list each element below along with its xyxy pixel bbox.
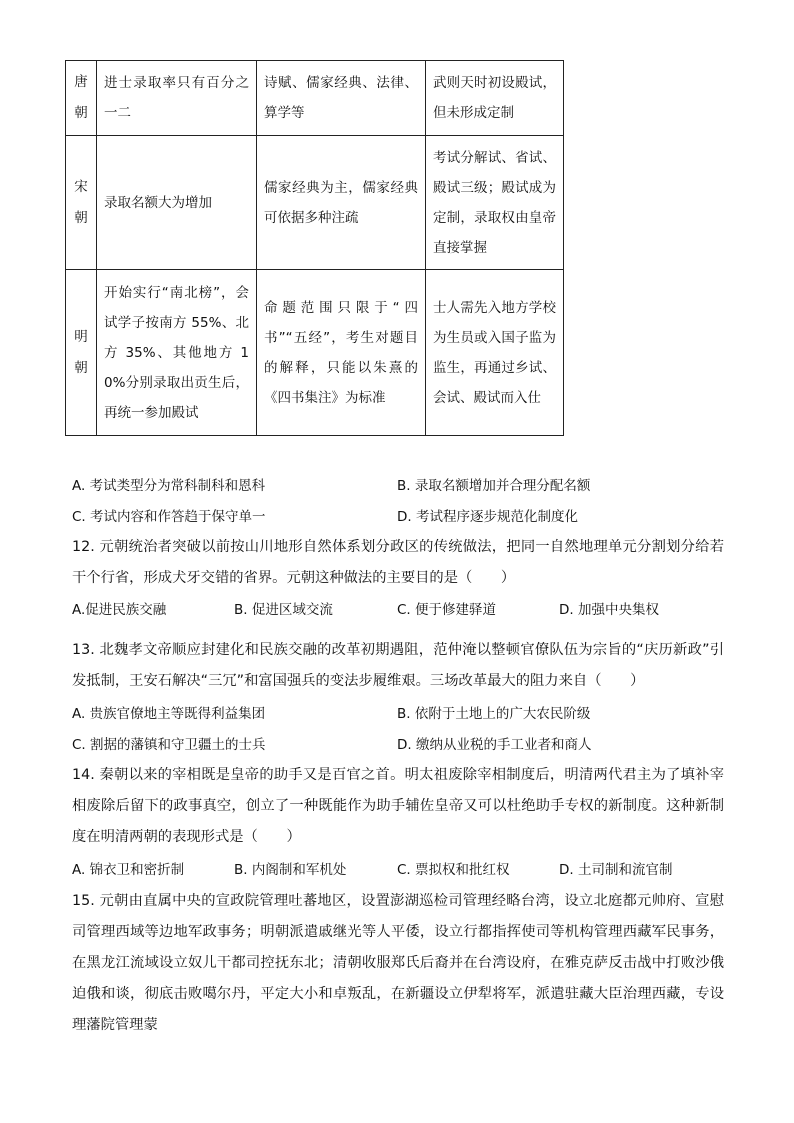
table-cell: 儒家经典为主，儒家经典可依据多种注疏	[257, 136, 426, 270]
q13-option-b[interactable]: B. 依附于土地上的广大农民阶级	[397, 706, 591, 722]
q13-option-c[interactable]: C. 割据的藩镇和守卫疆土的士兵	[72, 737, 266, 753]
table-cell: 士人需先入地方学校为生员或入国子监为监生，再通过乡试、会试、殿试而入仕	[426, 270, 564, 436]
q15-stem: 15. 元朝由直属中央的宣政院管理吐蕃地区，设置澎湖巡检司管理经略台湾，设立北庭都元帅府、宣慰司管理西域等边地军政事务；明朝派遣戚继光等人平倭，设立行都指挥使司等机构管理西藏军民事务，在黑龙江流域设立奴儿干都司控抚东北；清朝收服郑氏后裔并在台湾设府，在雅克萨反击战中打败沙俄迫俄和谈，彻底击败噶尔丹，平定大小和卓叛乱，在新疆设立伊犁将军，派遣驻藏大臣治理西藏，专设理藩院管理蒙	[72, 893, 724, 1033]
q12-option-c[interactable]: C. 便于修建驿道	[397, 602, 497, 618]
q12-option-b[interactable]: B. 促进区域交流	[234, 602, 333, 618]
table-cell: 武则天时初设殿试，但未形成定制	[426, 61, 564, 136]
q11-option-a[interactable]: A. 考试类型分为常科制科和恩科	[72, 478, 266, 494]
q11-option-d[interactable]: D. 考试程序逐步规范化制度化	[397, 509, 578, 525]
table-cell: 录取名额大为增加	[97, 136, 257, 270]
q14-option-b[interactable]: B. 内阁制和军机处	[234, 862, 347, 878]
table-cell: 命题范围只限于“四书”“五经”，考生对题目的解释，只能以朱熹的《四书集注》为标准	[257, 270, 426, 436]
table-cell: 诗赋、儒家经典、法律、算学等	[257, 61, 426, 136]
table-cell: 考试分解试、省试、殿试三级；殿试成为定制，录取权由皇帝直接掌握	[426, 136, 564, 270]
q12-option-d[interactable]: D. 加强中央集权	[559, 602, 659, 618]
q11-option-c[interactable]: C. 考试内容和作答趋于保守单一	[72, 509, 266, 525]
q14-option-d[interactable]: D. 土司制和流官制	[559, 862, 673, 878]
q14-option-a[interactable]: A. 锦衣卫和密折制	[72, 862, 185, 878]
q14-option-c[interactable]: C. 票拟权和批红权	[397, 862, 510, 878]
q13-option-a[interactable]: A. 贵族官僚地主等既得利益集团	[72, 706, 266, 722]
q12-stem: 12. 元朝统治者突破以前按山川地形自然体系划分政区的传统做法，把同一自然地理单元分割划分给若干个行省，形成犬牙交错的省界。元朝这种做法的主要目的是（ ）	[72, 539, 724, 586]
table-cell: 开始实行“南北榜”，会试学子按南方 55%、北方 35%、其他地方 10%分别录取出贡生后，再统一参加殿试	[97, 270, 257, 436]
q12-option-a[interactable]: A.促进民族交融	[72, 602, 167, 618]
table-row	[66, 270, 564, 436]
dynasty-cell: 宋朝	[66, 136, 97, 270]
dynasty-cell: 明朝	[66, 270, 97, 436]
q13-stem: 13. 北魏孝文帝顺应封建化和民族交融的改革初期遇阻，范仲淹以整顿官僚队伍为宗旨的“庆历新政”引发抵制，王安石解决“三冗”和富国强兵的变法步履维艰。三场改革最大的阻力来自（ ）	[72, 642, 724, 689]
q14-stem: 14. 秦朝以来的宰相既是皇帝的助手又是百官之首。明太祖废除宰相制度后，明清两代君主为了填补宰相废除后留下的政事真空，创立了一种既能作为助手辅佐皇帝又可以杜绝助手专权的新制度。这种新制度在明清两朝的表现形式是（ ）	[72, 767, 724, 845]
comparison-table	[65, 60, 564, 436]
table-row	[66, 136, 564, 270]
table-row	[66, 61, 564, 136]
q11-option-b[interactable]: B. 录取名额增加并合理分配名额	[397, 478, 591, 494]
table-cell: 进士录取率只有百分之一二	[97, 61, 257, 136]
dynasty-cell: 唐朝	[66, 61, 97, 136]
q13-option-d[interactable]: D. 缴纳从业税的手工业者和商人	[397, 737, 592, 753]
